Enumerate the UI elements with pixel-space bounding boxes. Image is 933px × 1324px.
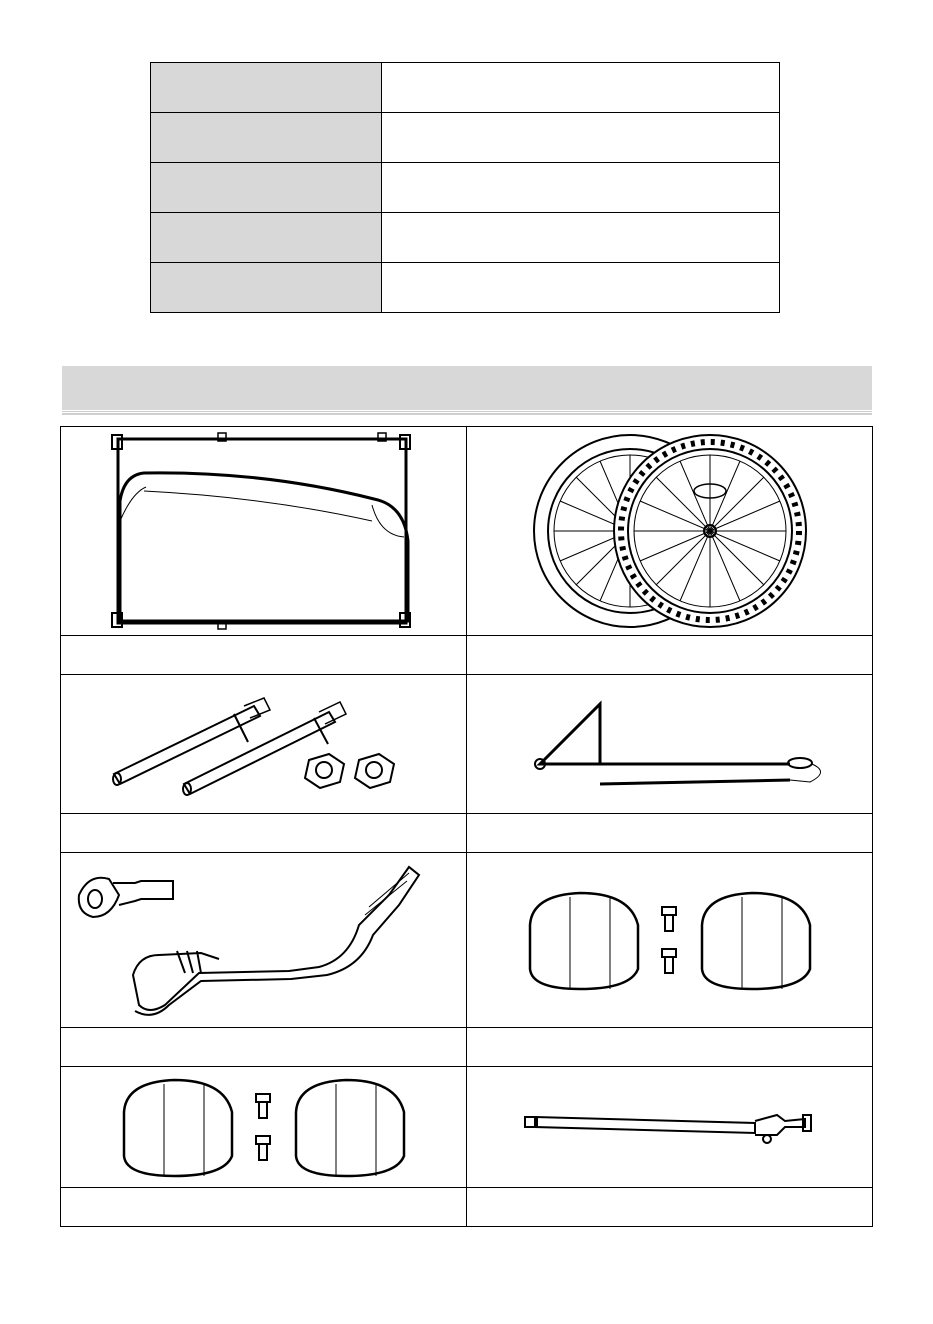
spec-key bbox=[151, 263, 382, 313]
spec-value bbox=[382, 163, 780, 213]
part-label bbox=[467, 636, 873, 675]
part-label bbox=[61, 814, 467, 853]
section-header-bar bbox=[62, 366, 872, 410]
stroller-bar-icon bbox=[515, 1097, 825, 1157]
part-cell bbox=[61, 427, 467, 636]
parts-label-row bbox=[61, 1028, 873, 1067]
spec-row bbox=[151, 163, 780, 213]
part-cell bbox=[467, 675, 873, 814]
spec-value bbox=[382, 113, 780, 163]
part-cell bbox=[467, 1067, 873, 1188]
reflector-set-icon bbox=[114, 1072, 414, 1182]
spec-key bbox=[151, 113, 382, 163]
part-label bbox=[61, 1188, 467, 1227]
part-cell bbox=[467, 427, 873, 636]
parts-image-row bbox=[61, 675, 873, 814]
parts-image-row bbox=[61, 427, 873, 636]
spec-key bbox=[151, 63, 382, 113]
part-label bbox=[61, 1028, 467, 1067]
parts-label-row bbox=[61, 1188, 873, 1227]
axles-with-nuts-icon bbox=[104, 684, 424, 804]
spec-value bbox=[382, 63, 780, 113]
spec-row bbox=[151, 113, 780, 163]
part-cell bbox=[61, 853, 467, 1028]
section-divider bbox=[62, 411, 872, 415]
reflector-set-icon bbox=[520, 885, 820, 995]
spec-row bbox=[151, 263, 780, 313]
part-label bbox=[467, 814, 873, 853]
part-cell bbox=[61, 1067, 467, 1188]
spec-row bbox=[151, 63, 780, 113]
part-label bbox=[61, 636, 467, 675]
part-cell bbox=[467, 853, 873, 1028]
parts-table bbox=[60, 426, 873, 1227]
parts-label-row bbox=[61, 636, 873, 675]
part-cell bbox=[61, 675, 467, 814]
trailer-frame-icon bbox=[104, 431, 424, 631]
parts-image-row bbox=[61, 853, 873, 1028]
safety-flag-icon bbox=[510, 684, 830, 804]
tow-bar-coupler-icon bbox=[69, 855, 459, 1025]
parts-label-row bbox=[61, 814, 873, 853]
spec-key bbox=[151, 163, 382, 213]
part-label bbox=[467, 1188, 873, 1227]
spec-row bbox=[151, 213, 780, 263]
wheels-icon bbox=[520, 431, 820, 631]
spec-table bbox=[150, 62, 780, 313]
part-label bbox=[467, 1028, 873, 1067]
spec-key bbox=[151, 213, 382, 263]
spec-value bbox=[382, 263, 780, 313]
parts-image-row bbox=[61, 1067, 873, 1188]
spec-value bbox=[382, 213, 780, 263]
